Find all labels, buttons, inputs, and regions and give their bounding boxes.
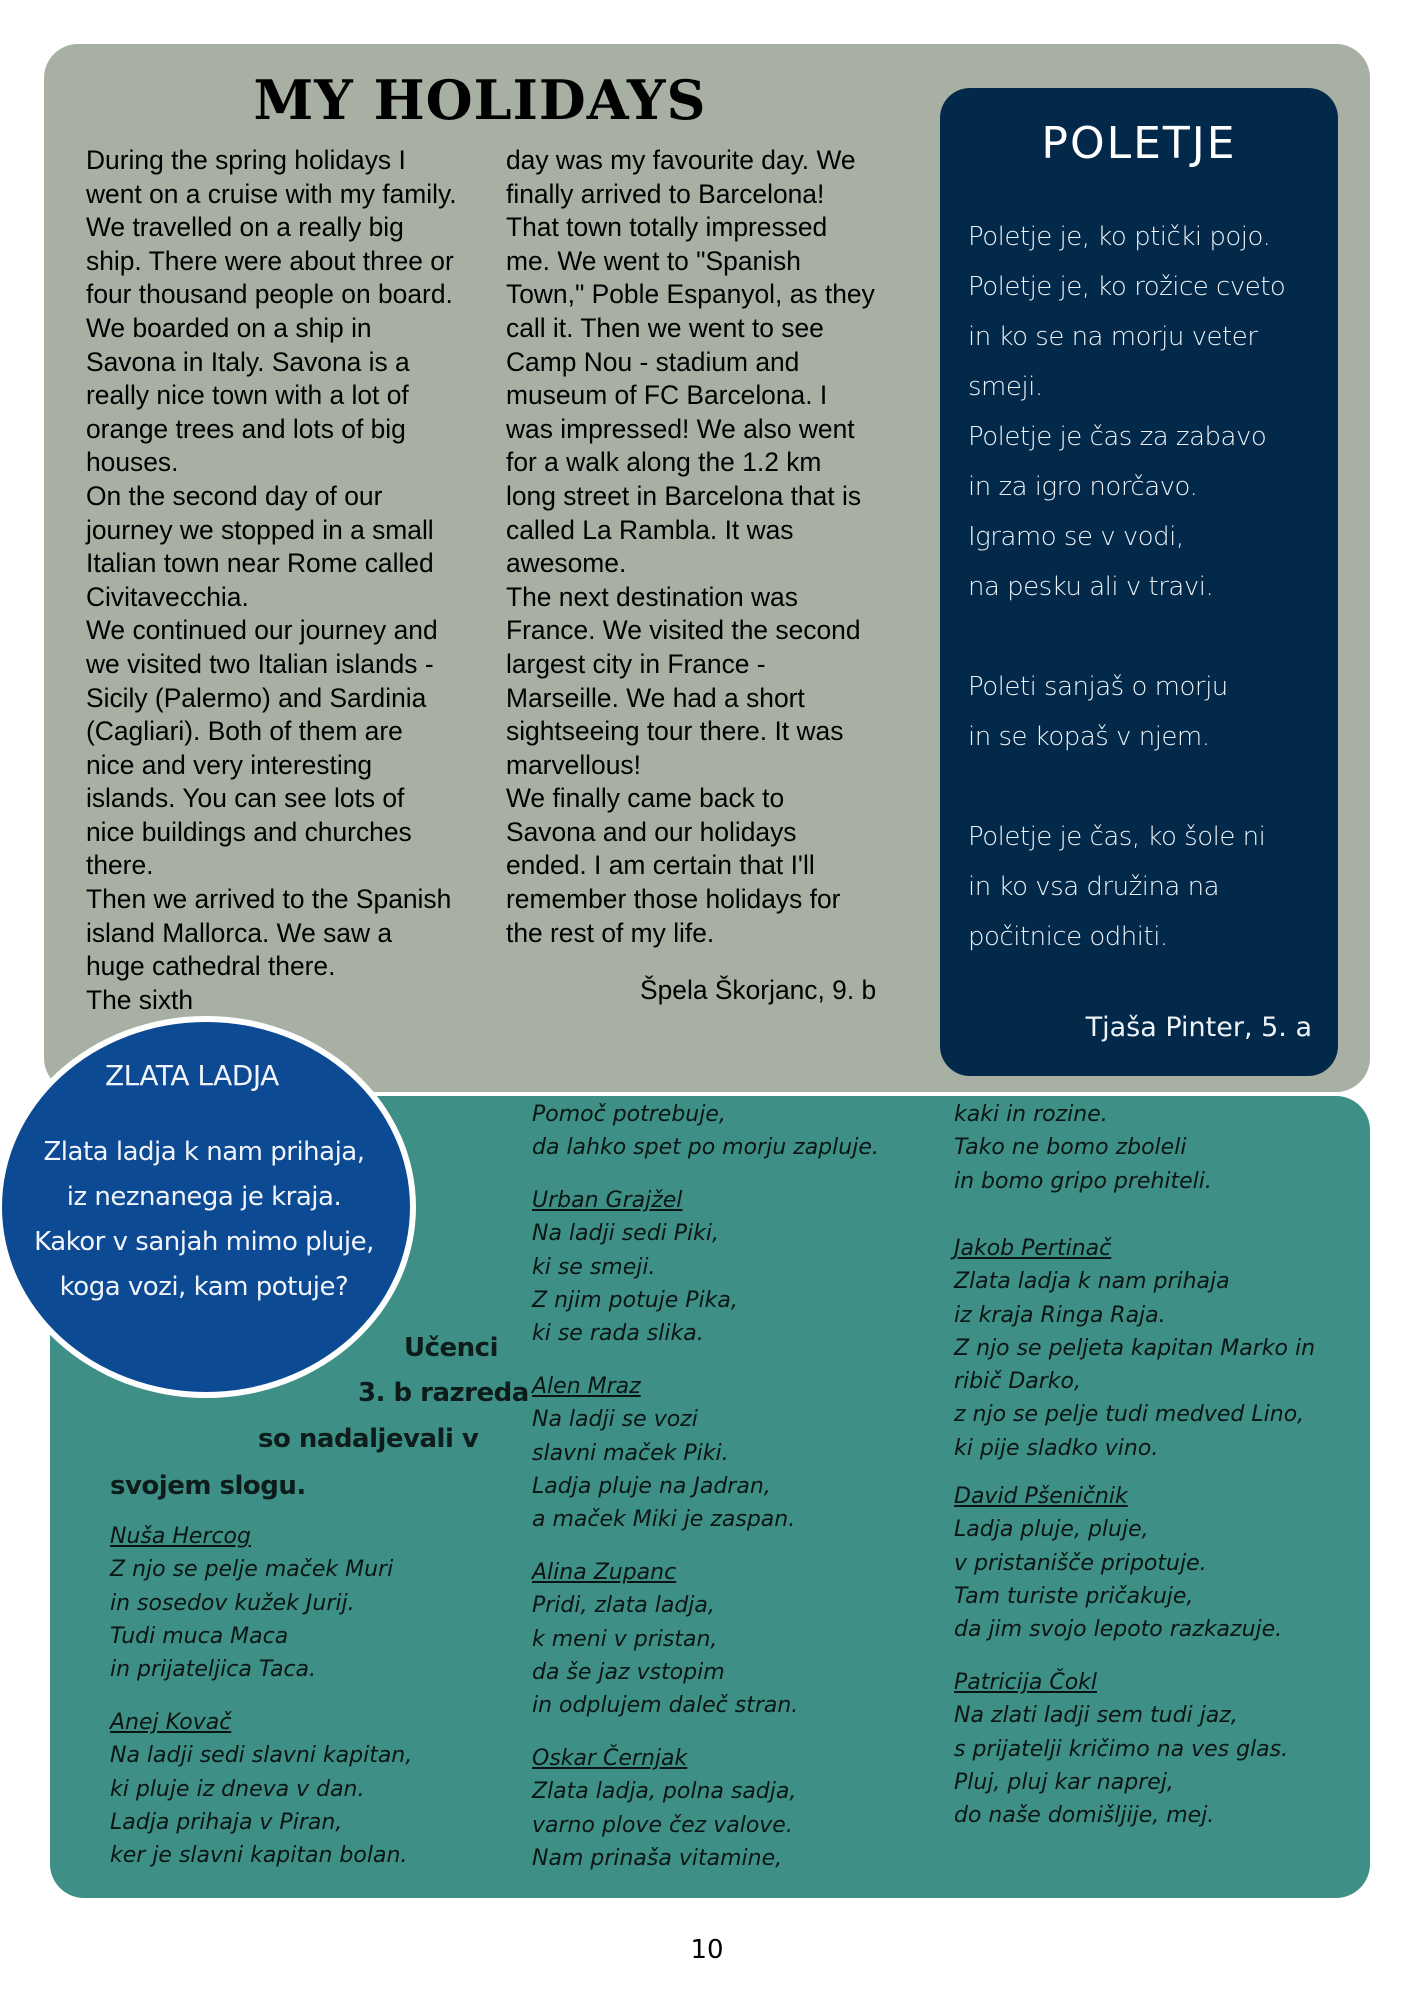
poletje-stanza: Poletje je čas za zabavo in za igro norčavo. Igramo se v vodi, na pesku ali v travi. <box>968 422 1267 602</box>
student-entry <box>532 1742 796 1875</box>
student-name: Patricija Čokl <box>954 1670 1097 1695</box>
verse-continuation: Pomoč potrebuje, da lahko spet po morju zapluje. <box>532 1102 879 1161</box>
student-verse: Na ladji se vozi slavni maček Piki. Ladja pluje na Jadran, a maček Miki je zaspan. <box>532 1407 796 1533</box>
holidays-title: MY HOLIDAYS <box>253 68 707 132</box>
poletje-stanza: Poletje je, ko ptički pojo. Poletje je, ko rožice cveto in ko se na morju veter smeji. <box>968 222 1286 402</box>
student-verse: Pridi, zlata ladja, k meni v pristan, da še jaz vstopim in odplujem daleč stran. <box>532 1593 799 1719</box>
student-name: Jakob Pertinač <box>954 1236 1112 1261</box>
student-verse: Na ladji sedi slavni kapitan, ki pluje iz dneva v dan. Ladja prihaja v Piran, ker je slavni kapitan bolan. <box>110 1743 413 1869</box>
student-verse: Zlata ladja, polna sadja, varno plove čez valove. Nam prinaša vitamine, <box>532 1779 797 1871</box>
student-entry <box>110 1706 412 1872</box>
poletje-stanza: Poleti sanjaš o morju in se kopaš v njem. <box>968 672 1228 752</box>
intro-line: 3. b razreda <box>358 1378 529 1408</box>
student-entry <box>532 1184 738 1350</box>
poletje-author: Tjaša Pinter, 5. a <box>1085 1012 1312 1043</box>
student-verse: Na ladji sedi Piki, ki se smeji. Z njim potuje Pika, ki se rada slika. <box>532 1221 738 1347</box>
zlata-ladja-poem: Zlata ladja k nam prihaja, iz neznanega je kraja. Kakor v sanjah mimo pluje, koga vozi, kam potuje? <box>34 1137 374 1302</box>
student-entry <box>954 1480 1282 1646</box>
student-name: Alen Mraz <box>532 1374 641 1399</box>
student-verse: Ladja pluje, pluje, v pristanišče pripotuje. Tam turiste pričakuje, da jim svojo lepoto razkazuje. <box>954 1517 1283 1643</box>
holidays-author: Špela Škorjanc, 9. b <box>640 975 877 1005</box>
poletje-stanza: Poletje je čas, ko šole ni in ko vsa družina na počitnice odhiti. <box>968 822 1266 952</box>
student-name: Oskar Černjak <box>532 1746 688 1771</box>
student-verse: Na zlati ladji sem tudi jaz, s prijatelji kričimo na ves glas. Pluj, pluj kar naprej, do naše domišljije, mej. <box>954 1703 1289 1829</box>
intro-line: so nadaljevali v <box>258 1424 479 1454</box>
holidays-text-column-2: day was my favourite day. We finally arrived to Barcelona! That town totally impressed me. We went to "Spanish Town," Poble Espanyol, as they call it. Then we went to see Camp Nou - stadium and museum of FC Barcelona. I was impressed! We also went for a walk along the 1.2 km long street in Barcelona that is called La Rambla. It was awesome. The next destination was France. We visited the second largest city in France - Marseille. We had a short sightseeing tour there. It was marvellous! We finally came back to Savona and our holidays ended. I am certain that I'll remember those holidays for the rest of my life. <box>506 145 875 948</box>
zlata-ladja-title: ZLATA LADJA <box>105 1059 279 1092</box>
student-name: Alina Zupanc <box>532 1560 677 1585</box>
student-verse: Zlata ladja k nam prihaja iz kraja Ringa Raja. Z njo se peljeta kapitan Marko in ribič Darko, z njo se pelje tudi medved Lino, ki pije sladko vino. <box>954 1269 1316 1461</box>
student-name: David Pšeničnik <box>954 1484 1128 1509</box>
student-entry <box>532 1370 795 1536</box>
student-name: Nuša Hercog <box>110 1524 251 1549</box>
student-name: Anej Kovač <box>110 1710 232 1735</box>
student-verse: Z njo se pelje maček Muri in sosedov kužek Jurij. Tudi muca Maca in prijateljica Taca. <box>110 1557 394 1683</box>
poletje-title: POLETJE <box>1041 118 1237 169</box>
student-entry <box>954 1232 1315 1465</box>
verse-continuation: kaki in rozine. Tako ne bomo zboleli in bomo gripo prehiteli. <box>954 1102 1212 1194</box>
page-number: 10 <box>690 1935 724 1965</box>
intro-line: Učenci <box>404 1333 498 1363</box>
student-entry <box>110 1520 393 1686</box>
student-name: Urban Grajžel <box>532 1188 683 1213</box>
student-entry <box>954 1666 1288 1832</box>
student-entry <box>532 1556 798 1722</box>
intro-line: svojem slogu. <box>110 1471 306 1501</box>
holidays-text-column-1: During the spring holidays I went on a cruise with my family. We travelled on a really big ship. There were about three or four thousand people on board. We boarded on a ship in Savona in Italy. Savona is a really nice town with a lot of orange trees and lots of big houses. On the second day of our journey we stopped in a small Italian town near Rome called Civitavecchia. We continued our journey and we visited two Italian islands - Sicily (Palermo) and Sardinia (Cagliari). Both of them are nice and very interesting islands. You can see lots of nice buildings and churches there. Then we arrived to the Spanish island Mallorca. We saw a huge cathedral there. The sixth <box>86 145 457 1015</box>
